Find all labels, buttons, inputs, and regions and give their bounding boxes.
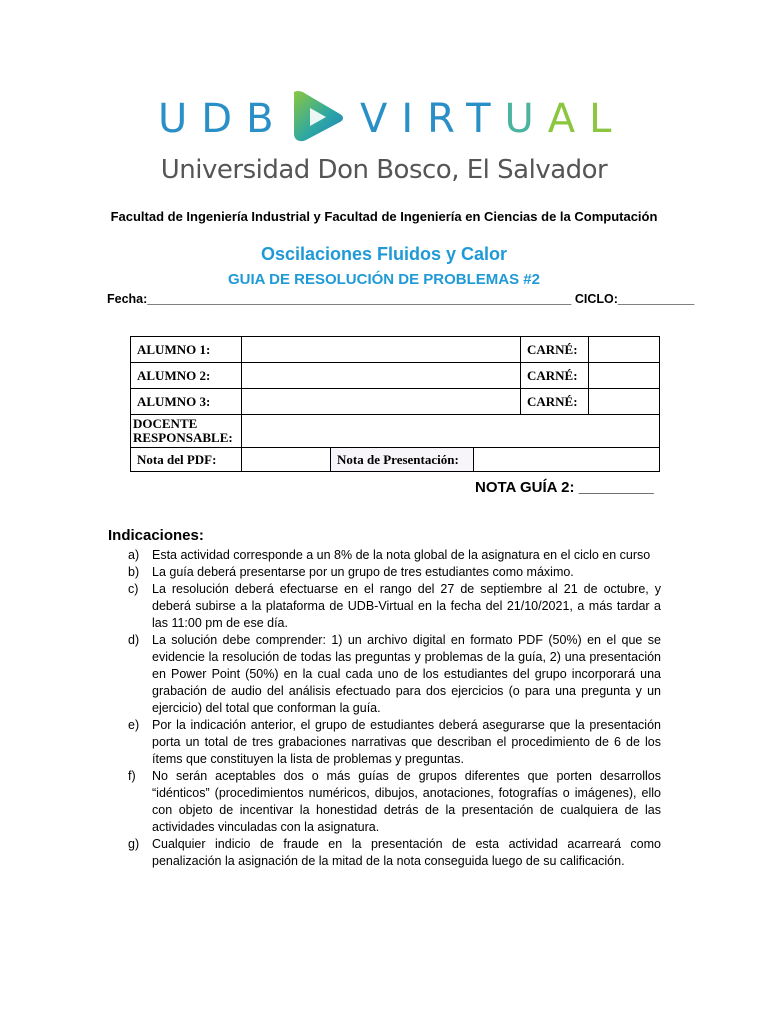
alumno-2-field[interactable] xyxy=(242,363,521,389)
nota-presentacion-field[interactable] xyxy=(474,448,660,471)
alumno-2-label: ALUMNO 2: xyxy=(131,363,242,389)
faculty-heading: Facultad de Ingeniería Industrial y Facultad de Ingeniería en Ciencias de la Computación xyxy=(110,209,658,224)
logo-virtual-text: VIRTUAL xyxy=(360,96,626,142)
list-item: f) No serán aceptables dos o más guías de grupos diferentes que porten desarrollos “idénticos” (procedimientos numéricos, dibujos, anotaciones, fotografías o imágenes), ello con objeto de incentivar la honestidad detrás de la presentación de cualquiera de las actividades vinculadas con la asignatura. xyxy=(128,769,661,834)
guide-title: GUIA DE RESOLUCIÓN DE PROBLEMAS #2 xyxy=(228,271,540,288)
indicaciones-list xyxy=(108,547,661,870)
alumno-1-field[interactable] xyxy=(242,337,521,363)
table-row xyxy=(131,363,660,389)
list-item: c) La resolución deberá efectuarse en el rango del 27 de septiembre al 21 de octubre, y deberá subirse a la plataforma de UDB-Virtual en la fecha del 21/10/2021, a más tardar a las 11:00 pm de ese día. xyxy=(128,582,661,630)
ciclo-blank[interactable]: ___________ xyxy=(617,292,695,306)
docente-field[interactable] xyxy=(242,415,660,448)
table-row xyxy=(131,415,660,448)
table-row xyxy=(131,448,660,472)
course-title: Oscilaciones Fluidos y Calor xyxy=(260,244,508,264)
nota-pdf-label: Nota del PDF: xyxy=(131,448,242,471)
fecha-ciclo-line xyxy=(107,292,695,306)
list-item: b) La guía deberá presentarse por un grupo de tres estudiantes como máximo. xyxy=(128,565,574,579)
nota-presentacion-label: Nota de Presentación: xyxy=(331,448,474,471)
university-name: Universidad Don Bosco, El Salvador xyxy=(160,155,608,185)
alumno-3-field[interactable] xyxy=(242,389,521,415)
list-item: g) Cualquier indicio de fraude en la presentación de esta actividad acarreará como penalización la asignación de la mitad de la nota conseguida luego de su calificación. xyxy=(128,837,661,868)
fecha-blank[interactable]: _____________________________________________________________ xyxy=(147,292,572,306)
carne-2-label: CARNÉ: xyxy=(521,363,589,389)
list-item: a) Esta actividad corresponde a un 8% de la nota global de la asignatura en el ciclo en curso xyxy=(128,548,651,562)
alumno-3-label: ALUMNO 3: xyxy=(131,389,242,415)
student-info-table xyxy=(130,336,660,472)
list-item: e) Por la indicación anterior, el grupo de estudiantes deberá asegurarse que la presentación porta un total de tres grabaciones narrativas que describan el procedimiento de 6 de los ítems que constituyen la lista de problemas y preguntas. xyxy=(128,718,661,766)
carne-2-field[interactable] xyxy=(589,363,660,389)
ciclo-label: CICLO: xyxy=(571,292,618,306)
carne-1-label: CARNÉ: xyxy=(521,337,589,363)
udb-virtual-logo xyxy=(158,88,626,148)
alumno-1-label: ALUMNO 1: xyxy=(131,337,242,363)
carne-3-field[interactable] xyxy=(589,389,660,415)
play-triangle-icon xyxy=(288,88,350,144)
fecha-label: Fecha: xyxy=(107,292,148,306)
notas-subtable xyxy=(131,448,659,471)
nota-pdf-field[interactable] xyxy=(242,448,331,471)
table-row xyxy=(131,389,660,415)
list-item: d) La solución debe comprender: 1) un archivo digital en formato PDF (50%) en el que se evidencie la resolución de todas las preguntas y problemas de la guía, 2) una presentación en Power Point (50%) en la cual cada uno de los estudiantes del grupo incorporará una grabación de audio del análisis efectuado para dos ejercicios (o para una pregunta y un ejercicio) del total que conforman la guía. xyxy=(128,633,661,715)
carne-1-field[interactable] xyxy=(589,337,660,363)
carne-3-label: CARNÉ: xyxy=(521,389,589,415)
table-row xyxy=(131,337,660,363)
docente-label: DOCENTE RESPONSABLE: xyxy=(131,415,242,448)
nota-guia: NOTA GUÍA 2: _________ xyxy=(475,479,654,496)
indicaciones-title: Indicaciones: xyxy=(108,527,204,544)
logo-udb-text: UDB xyxy=(158,96,288,142)
